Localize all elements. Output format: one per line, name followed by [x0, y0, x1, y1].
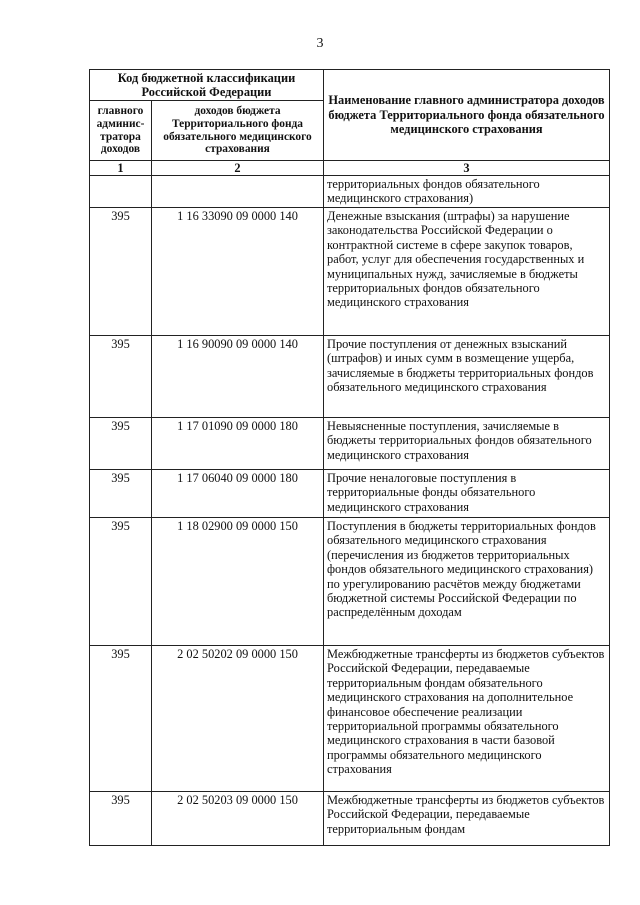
header-row-group — [90, 70, 610, 101]
header-group-title: Код бюджетной классификации Российской Федерации — [90, 70, 324, 101]
income-name-cell: Межбюджетные трансферты из бюджетов субъектов Российской Федерации, передаваемые территориальным фондам обязательного медицинского страхования на дополнительное финансовое обеспечение реализации территориальной программы обязательного медицинского страхования в части базовой программы обязательного медицинского страхования — [324, 646, 610, 792]
table-row — [90, 470, 610, 518]
income-name-cell: Невыясненные поступления, зачисляемые в бюджеты территориальных фондов обязательного медицинского страхования — [324, 418, 610, 470]
column-number-2: 2 — [152, 161, 324, 176]
admin-code-cell: 395 — [90, 792, 152, 846]
header-col3-title: Наименование главного администратора доходов бюджета Территориального фонда обязательного медицинского страхования — [324, 70, 610, 161]
admin-code-cell: 395 — [90, 208, 152, 336]
income-code-cell: 1 18 02900 09 0000 150 — [152, 518, 324, 646]
page-number: 3 — [316, 36, 324, 51]
table-row — [90, 518, 610, 646]
income-code-cell: 2 02 50202 09 0000 150 — [152, 646, 324, 792]
income-name-cell: Прочие поступления от денежных взысканий (штрафов) и иных сумм в возмещение ущерба, зачисляемые в бюджеты территориальных фондов обязательного медицинского страхования — [324, 336, 610, 418]
income-name-cell: Прочие неналоговые поступления в территориальные фонды обязательного медицинского страхования — [324, 470, 610, 518]
column-number-1: 1 — [90, 161, 152, 176]
table-row — [90, 336, 610, 418]
header-col2-title: доходов бюджета Территориального фонда обязательного медицинского страхования — [152, 101, 324, 161]
header-col1-title: главного админис-тратора доходов — [90, 101, 152, 161]
income-code-cell: 1 17 06040 09 0000 180 — [152, 470, 324, 518]
table-row — [90, 208, 610, 336]
income-code-cell: 1 16 90090 09 0000 140 — [152, 336, 324, 418]
income-name-cell: Денежные взыскания (штрафы) за нарушение законодательства Российской Федерации о контрактной системе в сфере закупок товаров, работ, услуг для обеспечения государственных и муниципальных нужд, зачисляемые в бюджеты территориальных фондов обязательного медицинского страхования — [324, 208, 610, 336]
income-code-cell: 1 16 33090 09 0000 140 — [152, 208, 324, 336]
income-name-cell: Поступления в бюджеты территориальных фондов обязательного медицинского страхования (перечисления из бюджетов территориальных фондов обязательного медицинского страхования) по урегулированию расчётов между бюджетами бюджетной системы Российской Федерации по распределённым доходам — [324, 518, 610, 646]
income-code-cell — [152, 176, 324, 208]
admin-code-cell: 395 — [90, 518, 152, 646]
table-row — [90, 176, 610, 208]
table-row — [90, 646, 610, 792]
admin-code-cell: 395 — [90, 646, 152, 792]
admin-code-cell — [90, 176, 152, 208]
table-row — [90, 418, 610, 470]
admin-code-cell: 395 — [90, 336, 152, 418]
income-name-cell: территориальных фондов обязательного медицинского страхования) — [324, 176, 610, 208]
income-code-cell: 1 17 01090 09 0000 180 — [152, 418, 324, 470]
budget-classification-table — [89, 69, 610, 846]
admin-code-cell: 395 — [90, 470, 152, 518]
table-row — [90, 792, 610, 846]
income-code-cell: 2 02 50203 09 0000 150 — [152, 792, 324, 846]
income-name-cell: Межбюджетные трансферты из бюджетов субъектов Российской Федерации, передаваемые территориальным фондам — [324, 792, 610, 846]
admin-code-cell: 395 — [90, 418, 152, 470]
column-number-row — [90, 161, 610, 176]
column-number-3: 3 — [324, 161, 610, 176]
